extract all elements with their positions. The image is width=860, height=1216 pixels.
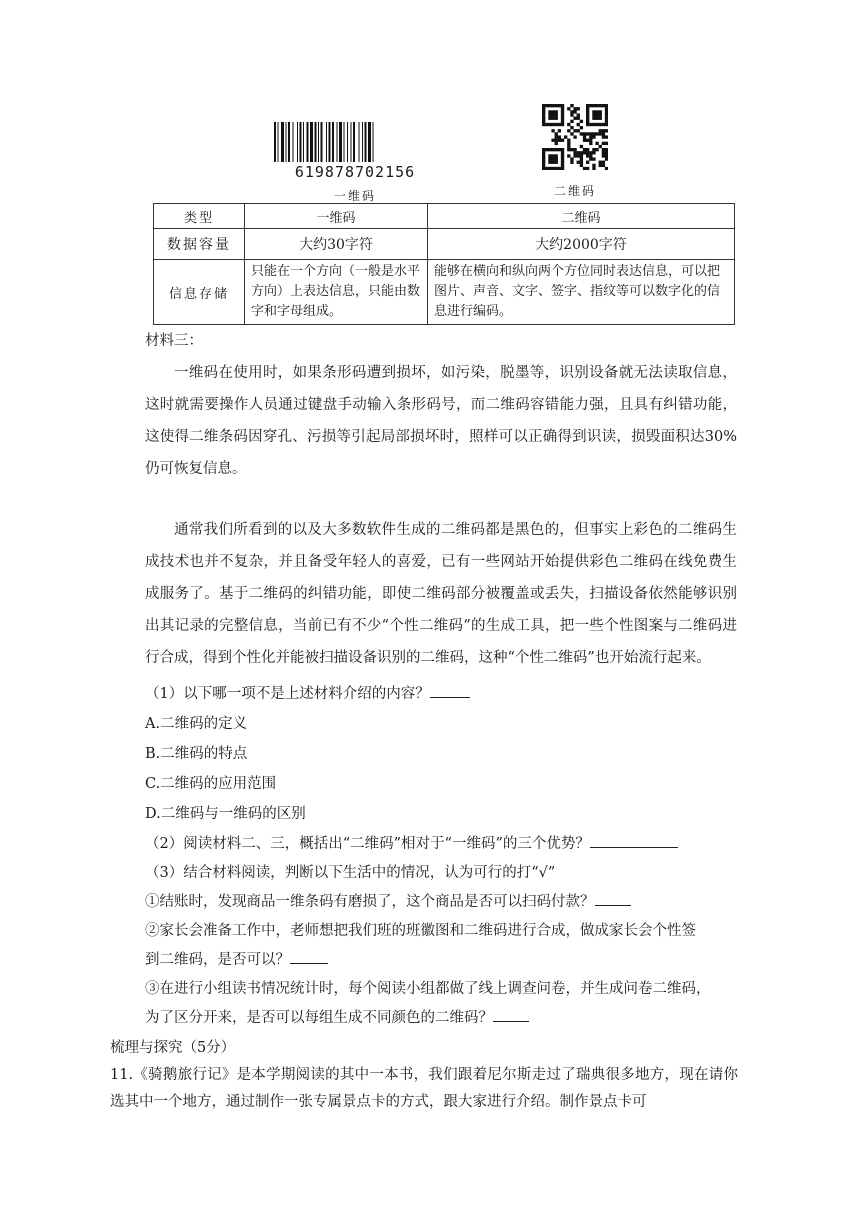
qr-module <box>586 151 589 154</box>
qr-finder-module <box>561 104 564 107</box>
qr-module <box>586 148 589 151</box>
qr-finder-module <box>605 113 608 116</box>
barcode-bar <box>365 122 367 162</box>
qr-module <box>577 117 580 120</box>
qr-finder-module <box>605 120 608 123</box>
qr-module <box>567 154 570 157</box>
qr-finder-module <box>561 164 564 167</box>
qr-finder-module <box>551 154 554 157</box>
qr-module <box>589 135 592 138</box>
qr-finder-module <box>551 157 554 160</box>
qr-module <box>570 113 573 116</box>
qr-finder-module <box>551 113 554 116</box>
table-row <box>154 229 735 260</box>
qr-module <box>583 151 586 154</box>
qr-module <box>586 167 589 170</box>
qr-finder-module <box>542 110 545 113</box>
qr-finder-module <box>555 157 558 160</box>
qr-module <box>555 142 558 145</box>
qr-figure <box>525 104 625 199</box>
qr-module <box>592 167 595 170</box>
question-text: （1）以下哪一项不是上述材料介绍的内容？ <box>145 686 430 702</box>
qr-finder-module <box>599 104 602 107</box>
qr-module <box>577 107 580 110</box>
qr-finder-module <box>561 161 564 164</box>
qr-finder-module <box>555 104 558 107</box>
qr-finder-module <box>555 154 558 157</box>
qr-finder-module <box>545 123 548 126</box>
qr-module <box>602 154 605 157</box>
qr-finder-module <box>595 113 598 116</box>
qr-finder-module <box>589 104 592 107</box>
qr-module <box>567 139 570 142</box>
barcode-bar <box>300 122 302 162</box>
qr-module <box>577 151 580 154</box>
qr-module <box>589 154 592 157</box>
question-text: （2）阅读材料二、三，概括出“二维码”相对于“一维码”的三个优势？ <box>145 836 590 852</box>
qr-finder-module <box>586 104 589 107</box>
table-cell: 大约30字符 <box>245 229 428 260</box>
qr-module <box>567 142 570 145</box>
qr-module <box>599 161 602 164</box>
qr-finder-module <box>542 161 545 164</box>
qr-finder-module <box>605 110 608 113</box>
option-b: B.二维码的特点 <box>145 746 248 762</box>
qr-module <box>602 135 605 138</box>
qr-finder-module <box>558 148 561 151</box>
qr-module <box>577 161 580 164</box>
qr-module <box>605 148 608 151</box>
qr-finder-module <box>545 148 548 151</box>
barcode-bar <box>288 122 290 162</box>
qr-finder-module <box>551 110 554 113</box>
table-cell: 信息存储 <box>154 260 245 325</box>
qr-finder-module <box>548 161 551 164</box>
qr-finder-module <box>561 148 564 151</box>
qr-code-image <box>542 104 608 170</box>
qr-finder-module <box>561 113 564 116</box>
qr-finder-module <box>548 113 551 116</box>
barcode-bar <box>303 122 304 162</box>
qr-finder-module <box>545 104 548 107</box>
qr-finder-module <box>561 110 564 113</box>
qr-module <box>580 154 583 157</box>
barcode-bar <box>329 122 331 162</box>
qr-finder-module <box>548 167 551 170</box>
barcode-bar <box>326 122 327 162</box>
qr-finder-module <box>555 167 558 170</box>
qr-module <box>602 148 605 151</box>
answer-blank[interactable] <box>430 683 470 698</box>
qr-module <box>570 148 573 151</box>
material-heading: 材料三： <box>145 333 203 349</box>
qr-module <box>577 154 580 157</box>
qr-module <box>583 139 586 142</box>
qr-finder-module <box>602 104 605 107</box>
qr-finder-module <box>551 104 554 107</box>
material-paragraph-1: 一维码在使用时，如果条形码遭到损坏，如污染，脱墨等，识别设备就无法读取信息，这时就需要操作人员通过键盘手动输入条形码号，而二维码容错能力强，且具有纠错功能，这使得二维条码因穿孔、污损等引起局部损坏时，照样可以正确得到识读，损毁面积达30%仍可恢复信息。 <box>145 365 737 477</box>
qr-module <box>580 132 583 135</box>
qr-module <box>555 135 558 138</box>
qr-finder-module <box>605 104 608 107</box>
qr-finder-module <box>555 123 558 126</box>
qr-finder-module <box>592 117 595 120</box>
qr-module <box>567 123 570 126</box>
qr-finder-module <box>558 167 561 170</box>
qr-finder-module <box>542 164 545 167</box>
qr-finder-module <box>561 157 564 160</box>
qr-module <box>551 129 554 132</box>
sub-question-1 <box>145 890 631 911</box>
qr-finder-module <box>605 107 608 110</box>
qr-finder-module <box>542 148 545 151</box>
qr-module <box>580 157 583 160</box>
question-1 <box>145 682 470 703</box>
barcode-bar <box>321 122 323 162</box>
qr-finder-module <box>558 104 561 107</box>
qr-module <box>589 151 592 154</box>
qr-module <box>555 139 558 142</box>
barcode-bar <box>286 122 287 162</box>
option-a: A.二维码的定义 <box>145 716 248 732</box>
qr-module <box>605 167 608 170</box>
qr-module <box>595 132 598 135</box>
barcode-caption: 一维码 <box>333 189 376 203</box>
qr-finder-module <box>542 154 545 157</box>
table-cell: 能够在横向和纵向两个方位同时表达信息，可以把图片、声音、文字、签字、指纹等可以数字化的信息进行编码。 <box>428 260 735 325</box>
sub-question-3-line-2 <box>145 1006 529 1027</box>
qr-module <box>573 148 576 151</box>
qr-module <box>577 113 580 116</box>
qr-module <box>602 132 605 135</box>
qr-finder-module <box>558 123 561 126</box>
option-c: C.二维码的应用范围 <box>145 776 277 792</box>
qr-module <box>567 145 570 148</box>
table-cell: 大约2000字符 <box>428 229 735 260</box>
qr-finder-module <box>542 167 545 170</box>
qr-module <box>583 132 586 135</box>
qr-finder-module <box>595 117 598 120</box>
qr-module <box>592 151 595 154</box>
qr-module <box>570 110 573 113</box>
qr-module <box>586 139 589 142</box>
qr-finder-module <box>551 148 554 151</box>
sub-question-2-line-2 <box>145 948 328 969</box>
barcode-bar <box>274 122 276 162</box>
question-text: ①结账时，发现商品一维条码有磨损了，这个商品是否可以扫码付款？ <box>145 894 595 910</box>
question-2 <box>145 832 678 853</box>
qr-module <box>583 135 586 138</box>
qr-finder-module <box>551 161 554 164</box>
barcode-bar <box>278 122 279 162</box>
qr-finder-module <box>586 120 589 123</box>
qr-module <box>577 129 580 132</box>
qr-finder-module <box>548 157 551 160</box>
section-title: 梳理与探究（5分） <box>110 1040 236 1056</box>
qr-module <box>573 154 576 157</box>
qr-module <box>558 129 561 132</box>
qr-module <box>605 135 608 138</box>
question-text: 到二维码，是否可以？ <box>145 952 290 968</box>
qr-module <box>580 161 583 164</box>
qr-module <box>602 142 605 145</box>
table-row <box>154 204 735 229</box>
qr-finder-module <box>561 151 564 154</box>
qr-module <box>595 148 598 151</box>
qr-module <box>605 129 608 132</box>
answer-blank[interactable] <box>595 891 631 906</box>
qr-finder-module <box>599 117 602 120</box>
qr-finder-module <box>561 123 564 126</box>
qr-module <box>586 132 589 135</box>
question-3: （3）结合材料阅读，判断以下生活中的情况，认为可行的打“√” <box>145 865 556 881</box>
qr-finder-module <box>548 110 551 113</box>
option-d: D.二维码与一维码的区别 <box>145 806 306 822</box>
qr-finder-module <box>586 107 589 110</box>
qr-module <box>573 129 576 132</box>
barcode-bar <box>337 122 338 162</box>
qr-module <box>551 139 554 142</box>
qr-module <box>592 135 595 138</box>
qr-module <box>592 132 595 135</box>
qr-module <box>586 154 589 157</box>
qr-module <box>599 145 602 148</box>
barcode-bar <box>353 122 355 162</box>
qr-module <box>558 135 561 138</box>
qr-module <box>561 139 564 142</box>
qr-module <box>602 151 605 154</box>
qr-finder-module <box>548 154 551 157</box>
qr-finder-module <box>599 110 602 113</box>
qr-module <box>580 164 583 167</box>
answer-blank[interactable] <box>290 949 328 964</box>
barcode-bar <box>359 122 360 162</box>
qr-module <box>599 164 602 167</box>
qr-finder-module <box>548 104 551 107</box>
question-11: 11.《骑鹅旅行记》是本学期阅读的其中一本书，我们跟着尼尔斯走过了瑞典很多地方，现在请你选其中一个地方，通过制作一张专属景点卡的方式，跟大家进行介绍。制作景点卡可 <box>110 1067 738 1110</box>
barcode-number: 619878702156 <box>294 163 416 181</box>
qr-module <box>602 161 605 164</box>
table-cell: 二维码 <box>428 204 735 229</box>
qr-module <box>570 126 573 129</box>
qr-finder-module <box>542 120 545 123</box>
qr-finder-module <box>592 104 595 107</box>
qr-finder-module <box>542 107 545 110</box>
barcode-image <box>272 122 438 162</box>
barcode-bar <box>281 122 284 162</box>
qr-finder-module <box>589 123 592 126</box>
qr-finder-module <box>555 110 558 113</box>
qr-module <box>558 139 561 142</box>
qr-finder-module <box>551 167 554 170</box>
qr-finder-module <box>586 123 589 126</box>
barcode-bar <box>293 122 294 162</box>
table-cell: 数据容量 <box>154 229 245 260</box>
qr-finder-module <box>586 117 589 120</box>
material-paragraph-2: 通常我们所看到的以及大多数软件生成的二维码都是黑色的，但事实上彩色的二维码生成技术也并不复杂，并且备受年轻人的喜爱，已有一些网站开始提供彩色二维码在线免费生成服务了。基于二维码的纠错功能，即使二维码部分被覆盖或丢失，扫描设备依然能够识别出其记录的完整信息，当前已有不少“个性二维码”的生成工具，把一些个性图案与二维码进行合成，得到个性化并能被扫描设备识别的二维码，这种“个性二维码”也开始流行起来。 <box>145 522 737 666</box>
qr-module <box>570 104 573 107</box>
barcode-bar <box>318 122 319 162</box>
qr-finder-module <box>545 167 548 170</box>
answer-blank[interactable] <box>590 833 678 848</box>
qr-module <box>586 161 589 164</box>
barcode-bar <box>362 122 363 162</box>
table-cell: 类型 <box>154 204 245 229</box>
qr-module <box>592 157 595 160</box>
comparison-table <box>153 203 735 325</box>
barcode-bar <box>307 122 309 162</box>
qr-module <box>599 132 602 135</box>
qr-finder-module <box>599 123 602 126</box>
qr-module <box>583 167 586 170</box>
qr-finder-module <box>551 123 554 126</box>
qr-finder-module <box>595 110 598 113</box>
barcode-bar <box>368 122 371 162</box>
qr-module <box>580 145 583 148</box>
qr-module <box>555 132 558 135</box>
qr-caption: 二维码 <box>553 184 596 198</box>
qr-finder-module <box>592 123 595 126</box>
qr-finder-module <box>592 113 595 116</box>
qr-finder-module <box>602 123 605 126</box>
qr-finder-module <box>586 113 589 116</box>
qr-finder-module <box>551 117 554 120</box>
qr-module <box>602 164 605 167</box>
qr-finder-module <box>542 151 545 154</box>
qr-finder-module <box>555 161 558 164</box>
qr-finder-module <box>561 107 564 110</box>
answer-blank[interactable] <box>493 1007 529 1022</box>
qr-module <box>573 110 576 113</box>
qr-module <box>602 129 605 132</box>
qr-finder-module <box>542 157 545 160</box>
qr-finder-module <box>555 148 558 151</box>
qr-module <box>592 148 595 151</box>
qr-module <box>580 126 583 129</box>
qr-finder-module <box>548 148 551 151</box>
qr-finder-module <box>548 123 551 126</box>
barcode-bar <box>310 122 313 162</box>
question-text: 为了区分开来，是否可以每组生成不同颜色的二维码？ <box>145 1010 493 1026</box>
qr-finder-module <box>595 123 598 126</box>
qr-module <box>567 148 570 151</box>
qr-module <box>573 135 576 138</box>
qr-module <box>564 135 567 138</box>
table-cell: 一维码 <box>245 204 428 229</box>
qr-module <box>577 123 580 126</box>
qr-finder-module <box>561 154 564 157</box>
qr-finder-module <box>592 110 595 113</box>
qr-module <box>580 151 583 154</box>
qr-finder-module <box>542 113 545 116</box>
qr-module <box>605 142 608 145</box>
qr-finder-module <box>555 113 558 116</box>
qr-finder-module <box>561 120 564 123</box>
qr-module <box>589 132 592 135</box>
qr-module <box>589 157 592 160</box>
qr-finder-module <box>561 117 564 120</box>
qr-finder-module <box>542 123 545 126</box>
barcode-bar <box>351 122 352 162</box>
qr-finder-module <box>555 117 558 120</box>
qr-module <box>605 154 608 157</box>
qr-module <box>592 164 595 167</box>
qr-module <box>605 157 608 160</box>
barcode-figure <box>270 122 440 204</box>
qr-finder-module <box>542 117 545 120</box>
qr-module <box>589 139 592 142</box>
qr-module <box>583 148 586 151</box>
table-row <box>154 260 735 325</box>
qr-module <box>573 117 576 120</box>
qr-module <box>570 132 573 135</box>
qr-module <box>573 151 576 154</box>
qr-module <box>595 142 598 145</box>
qr-module <box>570 120 573 123</box>
qr-module <box>567 107 570 110</box>
qr-finder-module <box>542 104 545 107</box>
qr-module <box>570 157 573 160</box>
qr-finder-module <box>605 123 608 126</box>
qr-finder-module <box>586 110 589 113</box>
qr-module <box>573 107 576 110</box>
qr-finder-module <box>595 104 598 107</box>
qr-module <box>567 129 570 132</box>
qr-module <box>580 120 583 123</box>
qr-finder-module <box>548 117 551 120</box>
barcode-bar <box>315 122 317 162</box>
qr-module <box>599 129 602 132</box>
barcode-bar <box>373 122 374 162</box>
qr-finder-module <box>605 117 608 120</box>
qr-module <box>605 151 608 154</box>
barcode-bar <box>339 122 342 162</box>
qr-module <box>589 142 592 145</box>
sub-question-3-line-1: ③在进行小组读书情况统计时，每个阅读小组都做了线上调查问卷，并生成问卷二维码， <box>145 981 711 997</box>
barcode-bar <box>347 122 348 162</box>
qr-finder-module <box>599 113 602 116</box>
barcode-bar <box>297 122 298 162</box>
barcode-bar <box>344 122 345 162</box>
barcode-bar <box>332 122 334 162</box>
table-cell: 只能在一个方向（一般是水平方向）上表达信息，只能由数字和字母组成。 <box>245 260 428 325</box>
qr-finder-module <box>561 167 564 170</box>
qr-module <box>570 161 573 164</box>
sub-question-2-line-1: ②家长会准备工作中，老师想把我们班的班徽图和二维码进行合成，做成家长会个性签 <box>145 923 696 939</box>
